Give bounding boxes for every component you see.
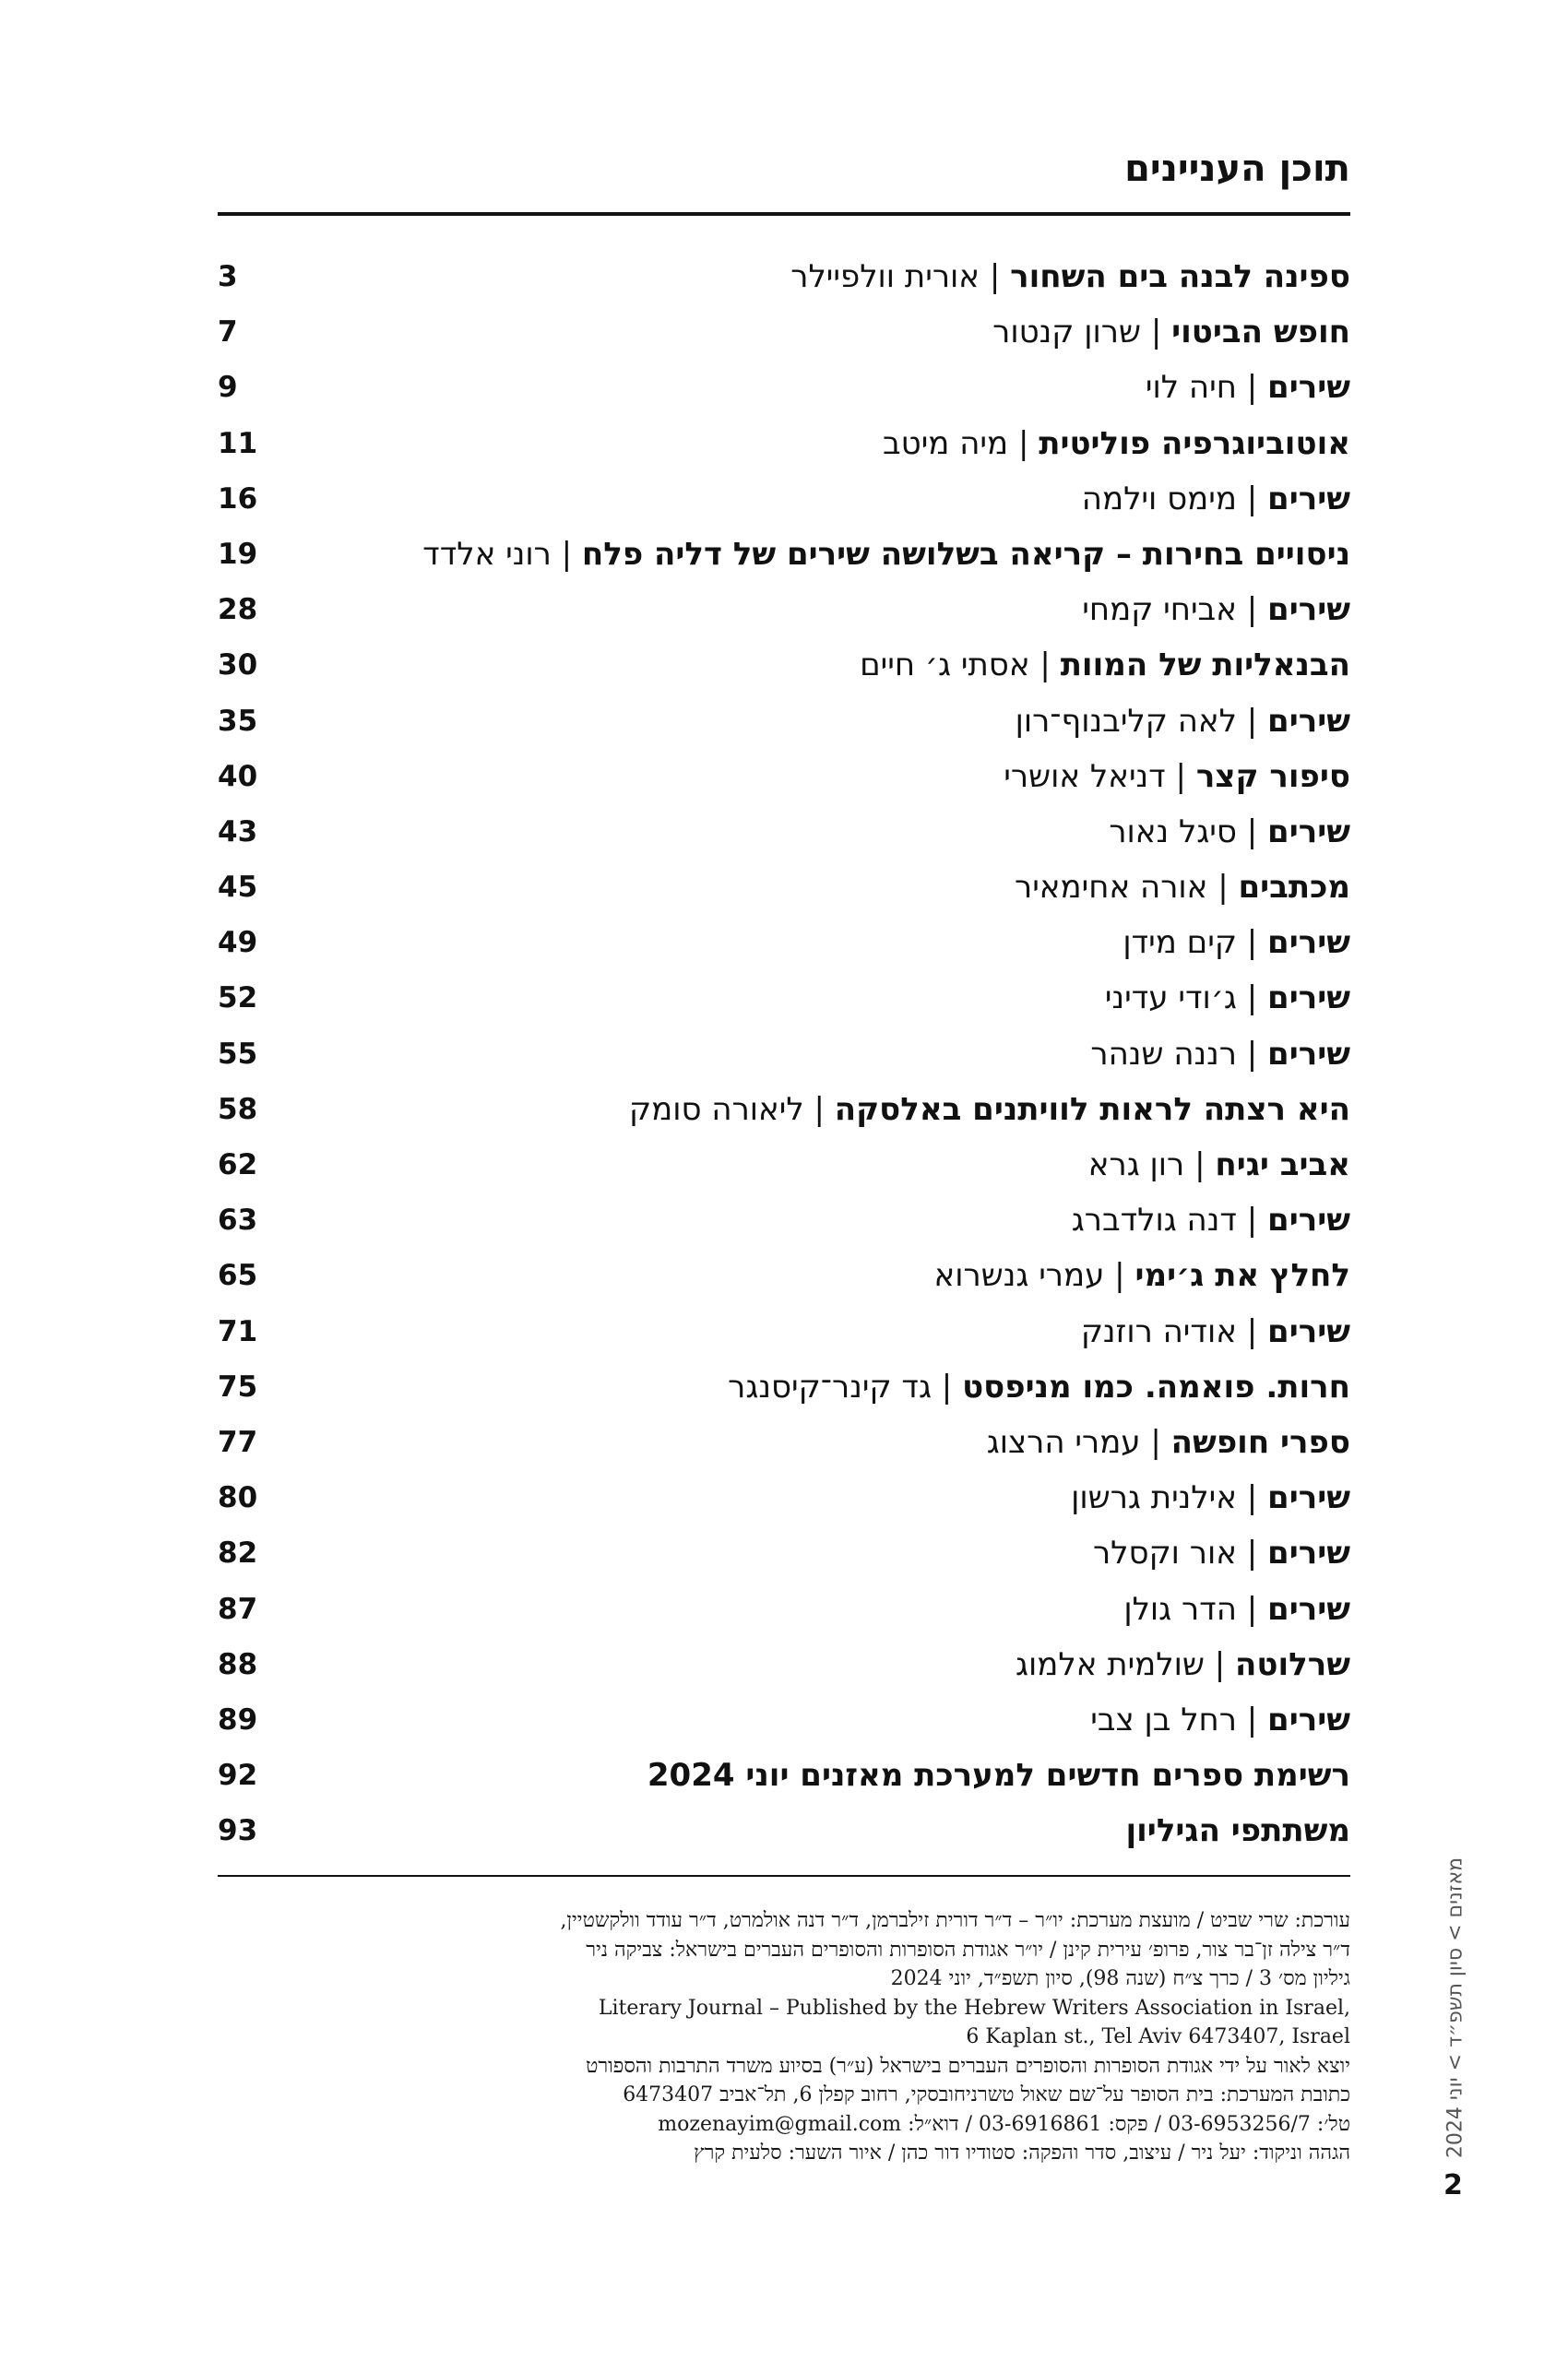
toc-entry	[218, 1367, 1350, 1422]
toc-entry-title: לחלץ את ג׳ימי	[1134, 1257, 1350, 1295]
toc-entry-separator: |	[1246, 1312, 1258, 1350]
toc-entry-author: לאה קליבנוף־רון	[1015, 702, 1237, 740]
toc-entry-page-number: 3	[218, 260, 238, 293]
credits-address-line: כתובת המערכת: בית הסופר על־שם שאול טשרניחובסקי, רחוב קפלן 6, תל־אביב 6473407	[623, 2083, 1350, 2106]
page-number: 2	[1443, 2169, 1463, 2201]
toc-entry-title: שירים	[1267, 1202, 1350, 1240]
toc-entry-separator: |	[1150, 1423, 1161, 1461]
toc-entry-author: ג׳ודי עדיני	[1104, 979, 1237, 1017]
toc-entry-title: שירים	[1267, 591, 1350, 629]
toc-entry	[218, 1200, 1350, 1255]
toc-entry-page-number: 71	[218, 1314, 258, 1348]
toc-entry-separator: |	[1246, 1479, 1258, 1517]
toc-entry-text	[1088, 1145, 1350, 1185]
toc-entry-separator: |	[1246, 1535, 1258, 1572]
credits-issue-line: גיליון מס׳ 3 / כרך צ״ח (שנה 98), סיון תשפ״ד, יוני 2024	[890, 1967, 1350, 1990]
toc-entry-text	[1123, 1589, 1350, 1630]
toc-entry	[218, 812, 1350, 867]
toc-entry-separator: |	[1246, 1202, 1258, 1240]
credits-english-line-2: 6 Kaplan st., Tel Aviv 6473407, Israel	[966, 2025, 1350, 2048]
toc-entry-page-number: 35	[218, 704, 258, 738]
toc-entry-title: היא רצתה לראות לוויתנים באלסקה	[834, 1090, 1350, 1128]
toc-entry-author: חיה לוי	[1145, 369, 1237, 407]
toc-entry	[218, 1755, 1350, 1810]
toc-entry	[218, 1034, 1350, 1089]
toc-entry-text	[1109, 812, 1350, 852]
running-head-text: מאזנים > סיון תשפ״ד > יוני 2024	[1443, 1857, 1467, 2159]
toc-entry-page-number: 58	[218, 1092, 258, 1126]
toc-entry-text	[1016, 1644, 1350, 1685]
toc-entry-author: הדר גולן	[1123, 1590, 1237, 1628]
toc-entry-text	[860, 645, 1350, 685]
toc-entry-separator: |	[1194, 1146, 1206, 1183]
toc-entry-text	[1004, 756, 1350, 797]
toc-entry-text	[728, 1367, 1350, 1407]
toc-entry-separator: |	[1246, 1701, 1258, 1738]
toc-entry-author: דניאל אושרי	[1004, 757, 1166, 795]
toc-entry-separator: |	[1017, 424, 1029, 462]
credits-production-line: הגהה וניקוד: יעל ניר / עיצוב, סדר והפקה: סטודיו דור כהן / איור השער: סלעית קרץ	[694, 2142, 1350, 2165]
toc-entry-text	[1082, 589, 1350, 630]
toc-entry	[218, 367, 1350, 422]
toc-entry-page-number: 63	[218, 1204, 258, 1238]
toc-entry-title: שירים	[1267, 1479, 1350, 1517]
toc-entry-author: אור וקסלר	[1092, 1535, 1237, 1572]
toc-entry-author: שרון קנטור	[992, 314, 1142, 351]
toc-entry-title: מכתבים	[1238, 869, 1350, 907]
toc-entry-page-number: 9	[218, 371, 238, 405]
running-head	[1439, 1857, 1472, 2159]
toc-entry-author: סיגל נאור	[1109, 813, 1237, 850]
toc-entry-separator: |	[941, 1368, 953, 1406]
toc-entry-separator: |	[1246, 1035, 1258, 1073]
toc-entry	[218, 1644, 1350, 1700]
toc-entry-text	[987, 1422, 1350, 1463]
toc-entry-author: רננה שנהר	[1090, 1035, 1237, 1073]
credits-rule	[218, 1875, 1350, 1877]
toc-entry-author: מיה מיטב	[883, 424, 1009, 462]
toc-entry-separator: |	[1246, 369, 1258, 407]
toc-entry-page-number: 45	[218, 871, 258, 905]
toc-entry-title: משתתפי הגיליון	[1125, 1812, 1350, 1850]
toc-entry-title: שירים	[1267, 1035, 1350, 1073]
toc-entry-text	[422, 534, 1350, 575]
toc-entry-page-number: 16	[218, 481, 258, 516]
toc-entry-text	[1090, 1034, 1350, 1074]
toc-entry-text	[790, 256, 1350, 297]
toc-heading: תוכן העניינים	[1124, 148, 1350, 190]
toc-entry-author: אסתי ג׳ חיים	[860, 647, 1030, 684]
toc-entry-text	[1082, 479, 1350, 519]
toc-entry-page-number: 28	[218, 593, 258, 627]
toc-entry-page-number: 43	[218, 814, 258, 848]
toc-entry-title: הבנאליות של המוות	[1060, 647, 1350, 684]
toc-entry-author: קים מידן	[1123, 924, 1237, 962]
toc-entry-separator: |	[1246, 924, 1258, 962]
toc-entry-text	[629, 1089, 1350, 1130]
toc-entry-title: שירים	[1267, 369, 1350, 407]
toc-entry-title: ספינה לבנה בים השחור	[1010, 258, 1350, 295]
toc-entry-text	[1072, 1200, 1350, 1240]
toc-entry-separator: |	[1218, 869, 1229, 907]
toc-entry-author: גד קינר־קיסנגר	[728, 1368, 932, 1406]
toc-entry-text	[1125, 1810, 1350, 1851]
toc-entry	[218, 1255, 1350, 1311]
toc-entry-author: אודיה רוזנק	[1080, 1312, 1237, 1350]
toc-entry-author: רחל בן צבי	[1090, 1701, 1237, 1738]
toc-entry-text	[1105, 978, 1350, 1018]
toc-entry-page-number: 11	[218, 426, 258, 460]
toc-entry-author: רון גרא	[1087, 1146, 1185, 1183]
toc-entry-text	[1093, 1533, 1350, 1573]
toc-entry-page-number: 55	[218, 1037, 258, 1071]
toc-entry-author: אילנית גרשון	[1071, 1479, 1237, 1517]
toc-entry	[218, 1089, 1350, 1145]
credits-english-line-1: Literary Journal – Published by the Hebrew Writers Association in Israel,	[598, 1996, 1350, 2020]
toc-entry	[218, 1700, 1350, 1755]
toc-entry	[218, 589, 1350, 645]
credits-contact-line: טל׳: 03-6953256/7 / פקס: 03-6916861 / דוא״ל: mozenayim@gmail.com	[658, 2112, 1350, 2136]
toc-entry-page-number: 49	[218, 926, 258, 960]
toc-entry-page-number: 82	[218, 1536, 258, 1571]
toc-entry-separator: |	[1246, 979, 1258, 1017]
toc-entry-separator: |	[1246, 480, 1258, 517]
toc-entry-title: רשימת ספרים חדשים למערכת מאזנים יוני 2024	[647, 1757, 1350, 1795]
toc-entry-page-number: 93	[218, 1814, 258, 1848]
toc-entry-author: שולמית אלמוג	[1016, 1645, 1205, 1683]
toc-entry	[218, 1589, 1350, 1644]
toc-entry-title: שירים	[1267, 1701, 1350, 1738]
toc-entry	[218, 1422, 1350, 1477]
toc-entry-separator: |	[814, 1090, 825, 1128]
toc-entry	[218, 1145, 1350, 1200]
toc-entry-page-number: 40	[218, 759, 258, 793]
toc-entry	[218, 1311, 1350, 1367]
toc-entry-text	[1016, 701, 1350, 742]
toc-entry-separator: |	[1246, 591, 1258, 629]
toc-entry-separator: |	[1246, 813, 1258, 850]
toc-entry-separator: |	[1150, 314, 1162, 351]
toc-entry-author: אורה אחימאיר	[1015, 869, 1208, 907]
toc-entry-text	[933, 1255, 1350, 1296]
toc-entry-separator: |	[1114, 1257, 1125, 1295]
toc-entry-title: שרלוטה	[1235, 1645, 1350, 1683]
toc-entry-page-number: 19	[218, 537, 258, 571]
toc-entry	[218, 1810, 1350, 1866]
toc-entry-separator: |	[1246, 1590, 1258, 1628]
toc-entry	[218, 1477, 1350, 1533]
toc-entry-title: סיפור קצר	[1195, 757, 1350, 795]
toc-entry	[218, 256, 1350, 312]
toc-entry-text	[883, 423, 1350, 464]
toc-entry-text	[1081, 1311, 1350, 1352]
toc-entry-separator: |	[1039, 647, 1051, 684]
toc-entry-text	[647, 1755, 1350, 1796]
toc-entry-title: שירים	[1267, 1535, 1350, 1572]
toc-entry-title: שירים	[1267, 702, 1350, 740]
toc-entry-title: ספרי חופשה	[1170, 1423, 1350, 1461]
toc-entry	[218, 756, 1350, 812]
toc-entry-page-number: 65	[218, 1259, 258, 1293]
toc-entry-text	[1090, 1700, 1350, 1740]
toc-entry-author: מימס וילמה	[1081, 480, 1237, 517]
toc-entry-page-number: 52	[218, 981, 258, 1015]
toc-entry-page-number: 80	[218, 1481, 258, 1515]
toc-entry-text	[1071, 1477, 1350, 1518]
toc-entry	[218, 701, 1350, 756]
credits-block	[218, 1906, 1350, 2168]
toc-entry-text	[1146, 367, 1350, 408]
toc-entry-text	[1015, 867, 1350, 908]
credits-publisher-line: יוצא לאור על ידי אגודת הסופרות והסופרים העברים בישראל (ע״ר) בסיוע משרד התרבות והספורט	[586, 2054, 1350, 2078]
toc-entry-separator: |	[561, 535, 573, 573]
credits-board-line: ד״ר צילה זן־בר צור, פרופ׳ עירית קינן / יו״ר אגודת הסופרות והסופרים העברים בישראל: צביקה ניר	[586, 1938, 1350, 1962]
heading-rule	[218, 212, 1350, 216]
toc-entry-author: עמרי גנשרוא	[933, 1257, 1105, 1295]
toc-entry-page-number: 77	[218, 1425, 258, 1459]
toc-entry-text	[1123, 922, 1350, 963]
toc-entry-author: אורית וולפיילר	[790, 258, 980, 295]
toc-entry-text	[992, 312, 1350, 352]
toc-entry-author: ליאורה סומק	[629, 1090, 804, 1128]
toc-entry-title: שירים	[1267, 924, 1350, 962]
toc-entry	[218, 1533, 1350, 1588]
toc-entry	[218, 312, 1350, 367]
toc-entry-title: שירים	[1267, 1590, 1350, 1628]
toc-entry-page-number: 7	[218, 315, 238, 350]
toc-entry	[218, 534, 1350, 589]
toc-entry-page-number: 89	[218, 1703, 258, 1737]
toc-entry-page-number: 92	[218, 1759, 258, 1793]
toc-entry-title: שירים	[1267, 480, 1350, 517]
toc-list	[218, 256, 1350, 1866]
toc-entry-page-number: 30	[218, 648, 258, 682]
toc-entry-separator: |	[989, 258, 1001, 295]
toc-entry	[218, 479, 1350, 534]
toc-entry-author: עמרי הרצוג	[986, 1423, 1141, 1461]
toc-entry-page-number: 62	[218, 1148, 258, 1181]
toc-entry-title: אביב יגיח	[1215, 1146, 1350, 1183]
toc-entry	[218, 978, 1350, 1033]
toc-entry-author: רוני אלדד	[422, 535, 552, 573]
toc-entry	[218, 867, 1350, 922]
toc-entry-title: חרות. פואמה. כמו מניפסט	[962, 1368, 1350, 1406]
toc-entry-title: חופש הביטוי	[1171, 314, 1350, 351]
toc-entry-title: שירים	[1267, 813, 1350, 850]
toc-entry-page-number: 88	[218, 1647, 258, 1681]
toc-entry	[218, 645, 1350, 700]
toc-entry-separator: |	[1246, 702, 1258, 740]
credits-editors-line: עורכת: שרי שביט / מועצת מערכת: יו״ר – ד״ר דורית זילברמן, ד״ר דנה אולמרט, ד״ר עודד וולקשטיין,	[560, 1909, 1350, 1932]
toc-entry-separator: |	[1175, 757, 1187, 795]
toc-entry-page-number: 87	[218, 1592, 258, 1626]
toc-entry	[218, 922, 1350, 978]
toc-entry-author: אביחי קמחי	[1082, 591, 1237, 629]
toc-entry-separator: |	[1214, 1645, 1226, 1683]
toc-entry-title: שירים	[1267, 979, 1350, 1017]
toc-entry-author: דנה גולדברג	[1071, 1202, 1237, 1240]
toc-entry-title: ניסויים בחירות – קריאה בשלושה שירים של דליה פלח	[581, 535, 1350, 573]
toc-entry-title: שירים	[1267, 1312, 1350, 1350]
toc-entry-title: אוטוביוגרפיה פוליטית	[1039, 424, 1350, 462]
toc-entry	[218, 423, 1350, 479]
toc-entry-page-number: 75	[218, 1370, 258, 1404]
